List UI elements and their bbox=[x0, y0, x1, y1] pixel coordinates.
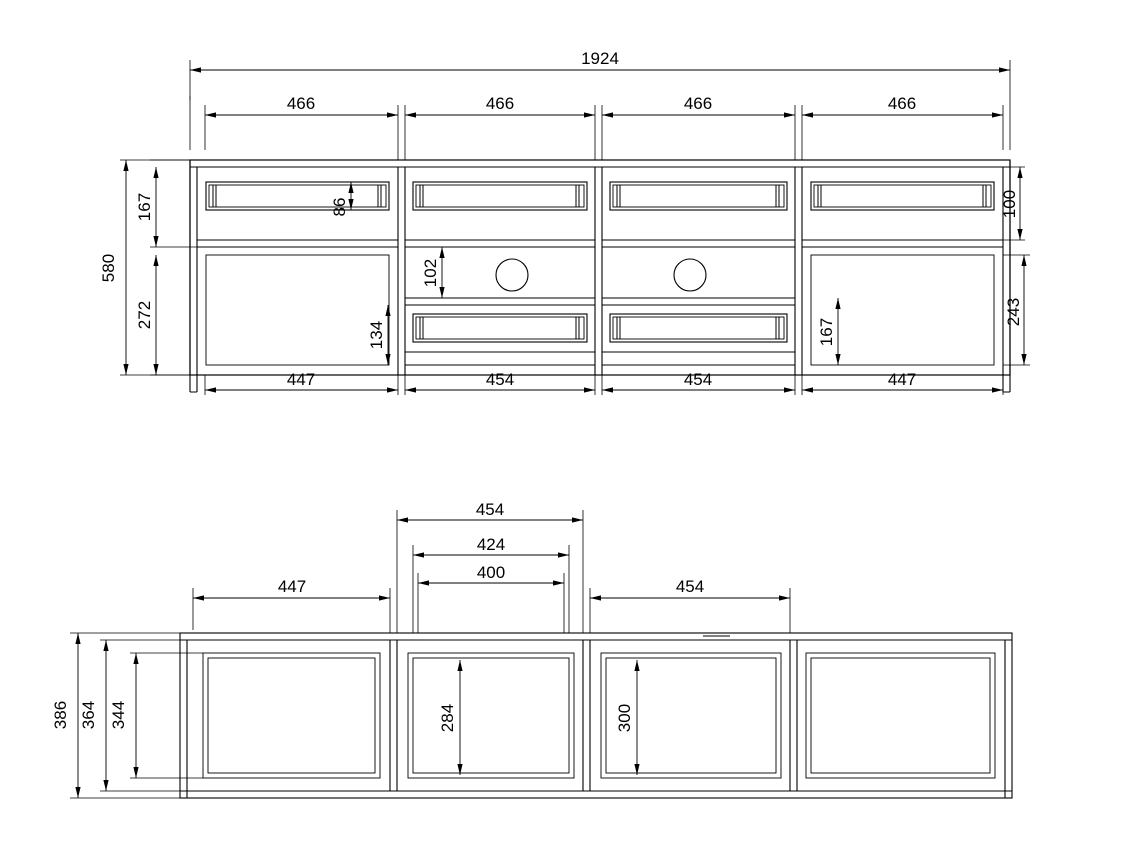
dim-bottom-bay-1: 447 bbox=[286, 370, 316, 389]
dim-bottom-bay-4: 447 bbox=[887, 370, 917, 389]
rear-elevation-extension-lines bbox=[70, 510, 790, 798]
dim-right-inner: 167 bbox=[817, 317, 836, 347]
dim-rear-panel-3: 454 bbox=[675, 577, 705, 596]
front-elevation-geometry bbox=[190, 160, 1010, 392]
dim-lower-height: 134 bbox=[367, 320, 386, 350]
dim-left-lower: 272 bbox=[135, 300, 154, 330]
dim-right-mid: 243 bbox=[1004, 297, 1023, 327]
dim-top-bay-2: 466 bbox=[485, 94, 515, 113]
dim-left-upper: 167 bbox=[135, 192, 154, 222]
dim-rear-second-height: 364 bbox=[79, 700, 98, 730]
dim-bottom-bay-3: 454 bbox=[683, 370, 713, 389]
dim-rear-inner-1: 424 bbox=[476, 535, 506, 554]
dim-rear-panel-2: 454 bbox=[475, 500, 505, 519]
dim-top-bay-1: 466 bbox=[286, 94, 316, 113]
rear-elevation-dimension-lines bbox=[78, 520, 790, 798]
dim-rear-overall-height: 386 bbox=[51, 700, 70, 730]
dim-drawer-height: 86 bbox=[330, 197, 349, 217]
dim-mid-height: 102 bbox=[421, 258, 440, 288]
rear-elevation-geometry bbox=[180, 633, 1012, 798]
dim-rear-panel-height-b: 300 bbox=[615, 703, 634, 733]
dim-top-bay-4: 466 bbox=[887, 94, 917, 113]
dim-rear-panel-1: 447 bbox=[277, 577, 307, 596]
dim-rear-inner-2: 400 bbox=[476, 563, 506, 582]
dim-rear-third-height: 344 bbox=[109, 700, 128, 730]
dim-right-upper: 100 bbox=[1000, 189, 1019, 219]
dim-bottom-bay-2: 454 bbox=[485, 370, 515, 389]
dim-top-bay-3: 466 bbox=[683, 94, 713, 113]
dim-overall-height: 580 bbox=[99, 253, 118, 283]
dim-rear-panel-height-a: 284 bbox=[438, 703, 457, 733]
dim-overall-width: 1924 bbox=[581, 49, 619, 68]
